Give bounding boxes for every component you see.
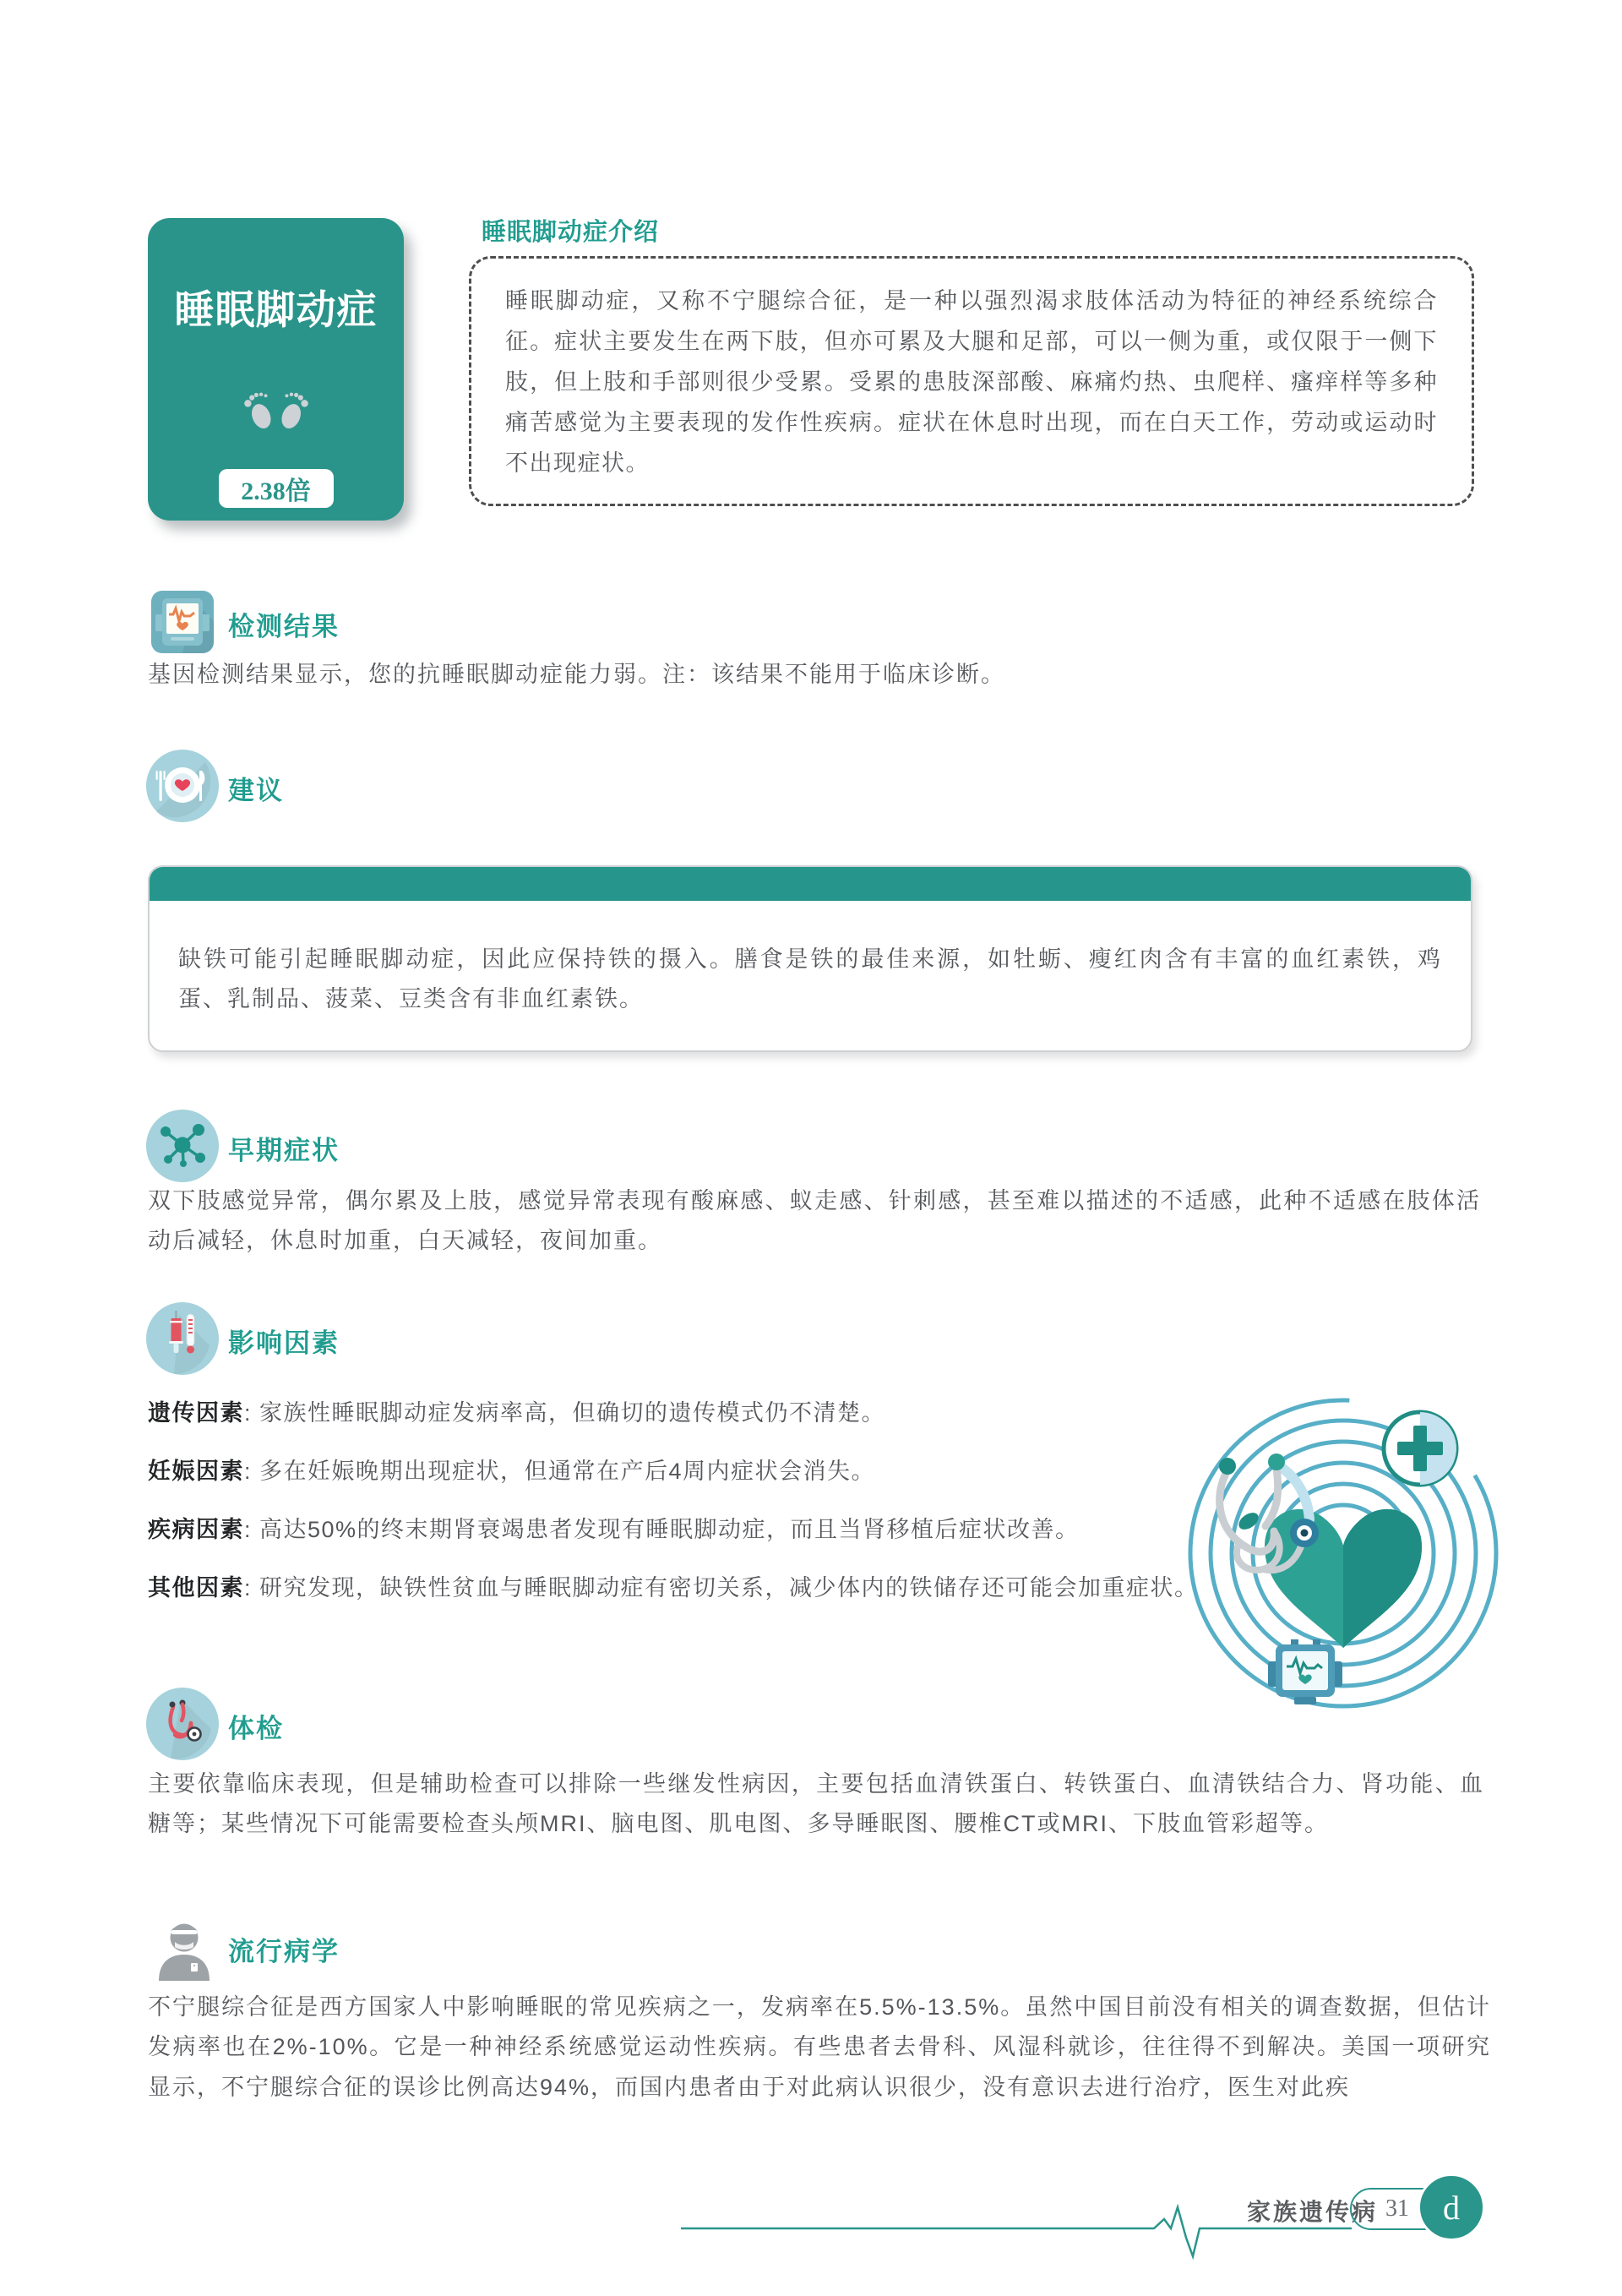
factor-text: : 家族性睡眠脚动症发病率高，但确切的遗传模式仍不清楚。 — [244, 1400, 886, 1426]
physical-exam-body: 主要依靠临床表现，但是辅助检查可以排除一些继发性病因，主要包括血清铁蛋白、转铁蛋白、血清铁结合力、肾功能、血糖等；某些情况下可能需要检查头颅MRI、脑电图、肌电图、多导睡眠图、腰椎CT或MRI、下肢血管彩超等。 — [148, 1771, 1484, 1837]
section-title-physical-exam: 体检 — [228, 1714, 284, 1743]
disease-card — [148, 218, 404, 521]
factor-label: 遗传因素 — [148, 1400, 244, 1426]
page-number: 31 — [1385, 2195, 1409, 2222]
suggestion-body: 缺铁可能引起睡眠脚动症，因此应保持铁的摄入。膳食是铁的最佳来源，如牡蛎、瘦红肉含有丰富的血红素铁，鸡蛋、乳制品、菠菜、豆类含有非血红素铁。 — [178, 946, 1442, 1012]
section-title-suggestion: 建议 — [228, 776, 284, 805]
factor-label: 妊娠因素 — [148, 1458, 244, 1484]
factor-list — [148, 1394, 1211, 1628]
section-title-early-symptoms: 早期症状 — [228, 1136, 340, 1165]
footer-logo — [1418, 2173, 1485, 2241]
section-title-epidemiology: 流行病学 — [228, 1937, 340, 1966]
doctor-icon — [149, 1912, 223, 1986]
syringe-thermometer-icon — [145, 1301, 220, 1376]
factor-text: : 研究发现，缺铁性贫血与睡眠脚动症有密切关系，减少体内的铁储存还可能会加重症状。 — [244, 1574, 1199, 1601]
factor-label: 疾病因素 — [148, 1516, 244, 1542]
risk-multiplier-value: 2.38倍 — [241, 477, 311, 505]
stethoscope-icon — [145, 1687, 220, 1761]
factor-item-pregnancy — [148, 1453, 1211, 1492]
result-body: 基因检测结果显示，您的抗睡眠脚动症能力弱。注：该结果不能用于临床诊断。 — [148, 662, 1005, 687]
intro-heading: 睡眠脚动症介绍 — [482, 219, 660, 246]
footprints-icon — [236, 384, 317, 437]
footer-category: 家族遗传病 — [1247, 2199, 1379, 2225]
factor-item-other — [148, 1569, 1211, 1608]
section-title-factors: 影响因素 — [228, 1328, 340, 1358]
intro-box — [469, 256, 1474, 506]
epidemiology-body: 不宁腿综合征是西方国家人中影响睡眠的常见疾病之一，发病率在5.5%-13.5%。虽然中国目前没有相关的调查数据，但估计发病率也在2%-10%。它是一种神经系统感觉运动性疾病。有些患者去骨科、风湿科就诊，往往得不到解决。美国一项研究显示，不宁腿综合征的误诊比例高达94%，而国内患者由于对此病认识很少，没有意识去进行治疗，医生对此疾 — [148, 1994, 1491, 2100]
disease-card-title: 睡眠脚动症 — [174, 287, 378, 332]
section-title-result: 检测结果 — [228, 612, 340, 641]
healthy-meal-icon — [145, 749, 220, 823]
footer-logo-letter: d — [1443, 2188, 1460, 2227]
factor-item-disease — [148, 1511, 1211, 1550]
intro-body: 睡眠脚动症，又称不宁腿综合征，是一种以强烈渴求肢体活动为特征的神经系统综合征。症状主要发生在两下肢，但亦可累及大腿和足部，可以一侧为重，或仅限于一侧下肢，但上肢和手部则很少受累。受累的患肢深部酸、麻痛灼热、虫爬样、瘙痒样等多种痛苦感觉为主要表现的发作性疾病。症状在休息时出现，而在白天工作，劳动或运动时不出现症状。 — [505, 288, 1438, 477]
factor-text: : 高达50%的终末期肾衰竭患者发现有睡眠脚动症，而且当肾移植后症状改善。 — [244, 1516, 1080, 1542]
suggestion-box-header — [150, 867, 1471, 901]
factor-label: 其他因素 — [148, 1574, 244, 1601]
suggestion-box — [148, 865, 1472, 1052]
heart-care-illustration — [1181, 1384, 1506, 1721]
early-symptoms-body: 双下肢感觉异常，偶尔累及上肢，感觉异常表现有酸麻感、蚁走感、针刺感，甚至难以描述的不适感，此种不适感在肢体活动后减轻，休息时加重，白天减轻，夜间加重。 — [148, 1188, 1481, 1254]
factor-item-genetic — [148, 1394, 1211, 1433]
risk-multiplier-badge — [219, 469, 334, 508]
ekg-monitor-icon — [145, 585, 220, 659]
factor-text: : 多在妊娠晚期出现症状，但通常在产后4周内症状会消失。 — [244, 1458, 876, 1484]
molecule-icon — [145, 1109, 220, 1183]
